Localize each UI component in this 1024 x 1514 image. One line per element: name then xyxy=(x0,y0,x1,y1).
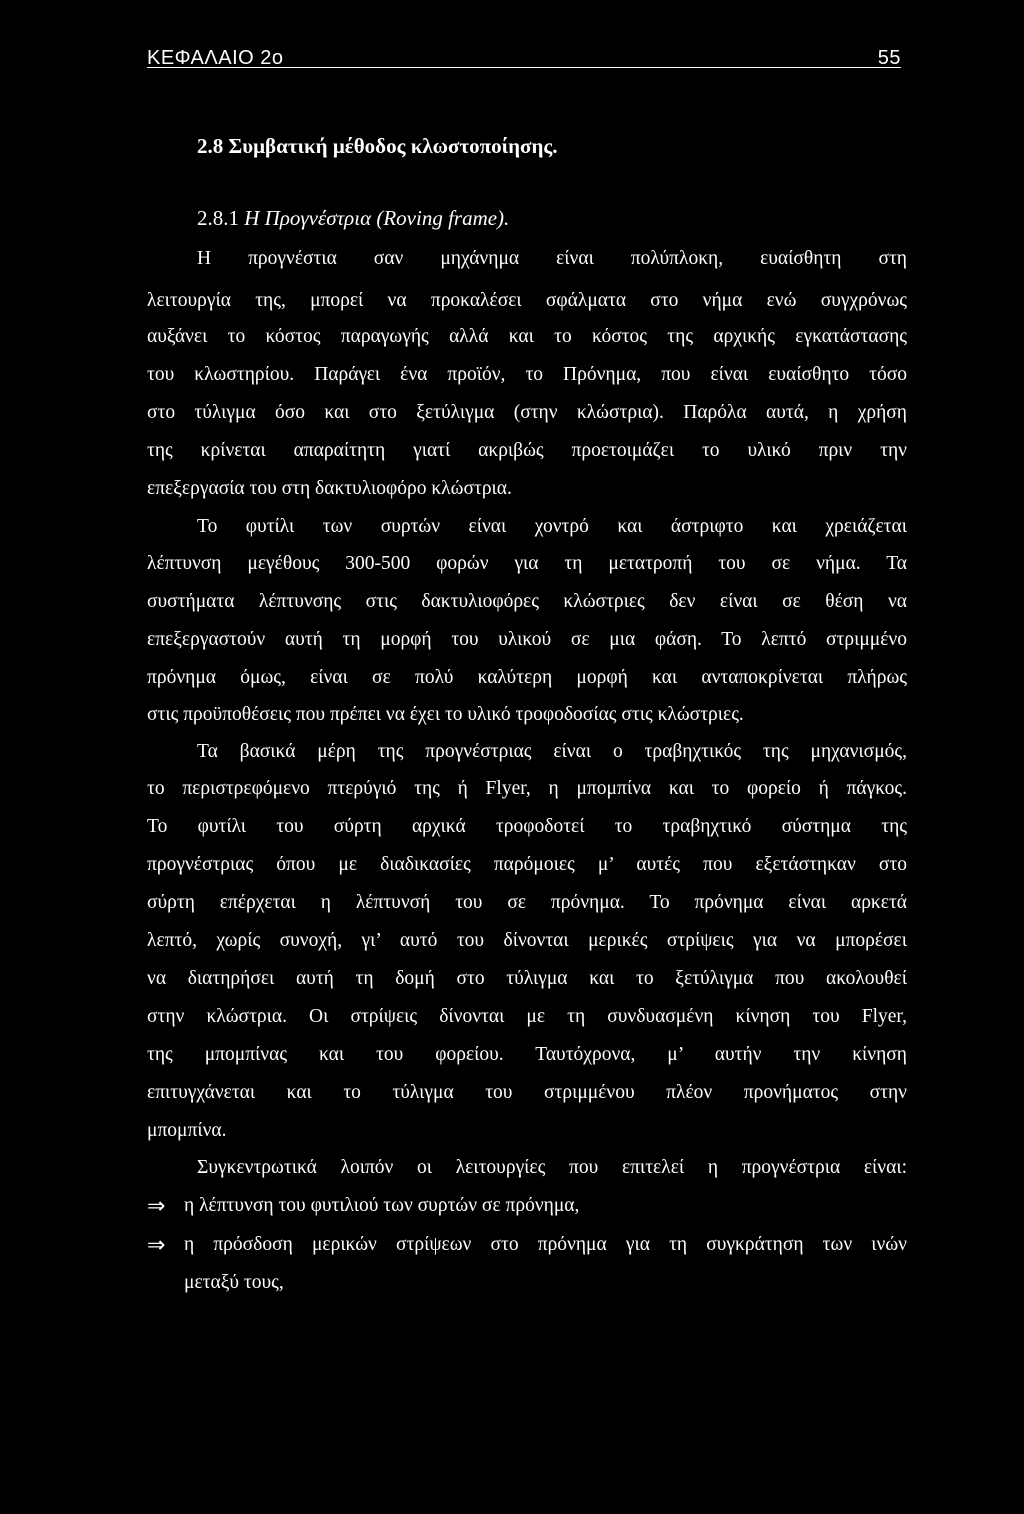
text-line: στην κλώστρια. Οι στρίψεις δίνονται με τη συνδυασμένη κίνηση του Flyer, xyxy=(147,1006,907,1027)
list-item: η πρόσδοση μερικών στρίψεων στο πρόνημα για τη συγκράτηση των ινών xyxy=(184,1234,907,1255)
page-number: 55 xyxy=(877,47,901,69)
text-line: του κλωστηρίου. Παράγει ένα προϊόν, το Πρόνημα, που είναι ευαίσθητο τόσο xyxy=(147,364,907,385)
right-arrow-icon: ⇒ xyxy=(147,1194,166,1219)
text-line: Το φυτίλι του σύρτη αρχικά τροφοδοτεί το τραβηχτικό σύστημα της xyxy=(147,816,907,837)
text-line: Τα βασικά μέρη της προγνέστριας είναι ο τραβηχτικός της μηχανισμός, xyxy=(197,741,907,762)
chapter-label: ΚΕΦΑΛΑΙΟ 2ο xyxy=(147,47,284,69)
text-line: της κρίνεται απαραίτητη γιατί ακριβώς προετοιμάζει το υλικό πριν την xyxy=(147,440,907,461)
subsection-number: 2.8.1 xyxy=(197,206,239,230)
text-line: στο τύλιγμα όσο και στο ξετύλιγμα (στην κλώστρια). Παρόλα αυτά, η χρήση xyxy=(147,402,907,423)
text-line: συστήματα λέπτυνσης στις δακτυλιοφόρες κλώστριες δεν είναι σε θέση να xyxy=(147,591,907,612)
text-line: Συγκεντρωτικά λοιπόν οι λειτουργίες που επιτελεί η προγνέστρια είναι: xyxy=(197,1157,907,1178)
text-line: Το φυτίλι των συρτών είναι χοντρό και άστριφτο και χρειάζεται xyxy=(197,516,907,537)
text-line: σύρτη επέρχεται η λέπτυνσή του σε πρόνημα. Το πρόνημα είναι αρκετά xyxy=(147,892,907,913)
list-item: η λέπτυνση του φυτιλιού των συρτών σε πρόνημα, xyxy=(184,1195,580,1216)
list-item-continuation: μεταξύ τους, xyxy=(184,1272,284,1293)
text-line: λέπτυνση μεγέθους 300-500 φορών για τη μετατροπή του σε νήμα. Τα xyxy=(147,553,907,574)
text-line: επεξεργασία του στη δακτυλιοφόρο κλώστρια. xyxy=(147,478,512,499)
text-line: λειτουργία της, μπορεί να προκαλέσει σφάλματα στο νήμα ενώ συγχρόνως xyxy=(147,290,907,311)
text-line: αυξάνει το κόστος παραγωγής αλλά και το κόστος της αρχικής εγκατάστασης xyxy=(147,326,907,347)
subsection-title: Η Προγνέστρια (Roving frame). xyxy=(244,206,510,230)
section-heading: 2.8 Συμβατική μέθοδος κλωστοποίησης. xyxy=(197,134,558,158)
text-line: μπομπίνα. xyxy=(147,1120,227,1141)
text-line: λεπτό, χωρίς συνοχή, γι’ αυτό του δίνονται μερικές στρίψεις για να μπορέσει xyxy=(147,930,907,951)
text-line: επιτυγχάνεται και το τύλιγμα του στριμμένου πλέον προνήματος στην xyxy=(147,1082,907,1103)
text-line: το περιστρεφόμενο πτερύγιό της ή Flyer, η μπομπίνα και το φορείο ή πάγκος. xyxy=(147,778,907,799)
text-line: στις προϋποθέσεις που πρέπει να έχει το υλικό τροφοδοσίας στις κλώστριες. xyxy=(147,704,744,725)
subsection-heading xyxy=(197,205,509,231)
text-line: πρόνημα όμως, είναι σε πολύ καλύτερη μορφή και ανταποκρίνεται πλήρως xyxy=(147,667,907,688)
text-line: της μπομπίνας και του φορείου. Ταυτόχρονα, μ’ αυτήν την κίνηση xyxy=(147,1044,907,1065)
header-rule xyxy=(147,67,901,68)
text-line: Η προγνέστια σαν μηχάνημα είναι πολύπλοκη, ευαίσθητη στη xyxy=(197,248,907,269)
text-line: προγνέστριας όπου με διαδικασίες παρόμοιες μ’ αυτές που εξετάστηκαν στο xyxy=(147,854,907,875)
text-line: να διατηρήσει αυτή τη δομή στο τύλιγμα και το ξετύλιγμα που ακολουθεί xyxy=(147,968,907,989)
right-arrow-icon: ⇒ xyxy=(147,1233,166,1258)
text-line: επεξεργαστούν αυτή τη μορφή του υλικού σε μια φάση. Το λεπτό στριμμένο xyxy=(147,629,907,650)
